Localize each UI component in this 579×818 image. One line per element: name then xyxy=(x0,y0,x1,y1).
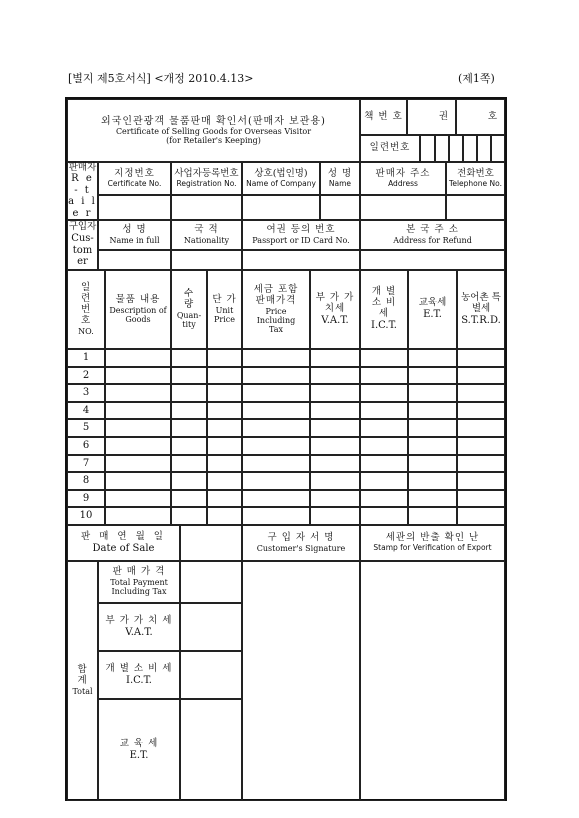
item-price-cell[interactable] xyxy=(242,419,310,437)
item-price-cell[interactable] xyxy=(242,349,310,367)
vat-header xyxy=(310,270,360,349)
item-et-cell[interactable] xyxy=(408,384,457,402)
item-qty-cell[interactable] xyxy=(171,419,207,437)
strd-en: S.T.R.D. xyxy=(461,314,501,326)
item-vat-cell[interactable] xyxy=(310,507,360,525)
item-et-cell[interactable] xyxy=(408,437,457,455)
item-unit-cell[interactable] xyxy=(207,472,242,490)
unit-price-en: Unit Price xyxy=(214,305,235,324)
row-number: 5 xyxy=(67,419,105,437)
item-unit-cell[interactable] xyxy=(207,384,242,402)
total-en: Total xyxy=(72,687,93,697)
serial-box-1[interactable] xyxy=(420,135,435,162)
item-unit-cell[interactable] xyxy=(207,437,242,455)
telephone-en: Telephone No. xyxy=(449,178,502,188)
certificate-no-field[interactable] xyxy=(98,195,171,220)
retailer-address-header xyxy=(360,162,446,195)
retailer-name-en: Name xyxy=(328,178,352,188)
item-ict-cell[interactable] xyxy=(360,349,408,367)
item-unit-cell[interactable] xyxy=(207,367,242,385)
passport-en: Passport or ID Card No. xyxy=(252,235,350,245)
strd-ko: 농어촌 특별세 xyxy=(461,291,501,314)
item-vat-cell[interactable] xyxy=(310,349,360,367)
item-price-cell[interactable] xyxy=(242,490,310,508)
date-of-sale-en: Date of Sale xyxy=(92,542,155,554)
item-vat-cell[interactable] xyxy=(310,490,360,508)
company-name-en: Name of Company xyxy=(246,178,316,188)
total-payment-field[interactable] xyxy=(180,561,242,603)
retailer-address-ko: 판매자 주소 xyxy=(375,167,431,179)
registration-no-field[interactable] xyxy=(171,195,242,220)
item-et-cell[interactable] xyxy=(408,367,457,385)
strd-header xyxy=(457,270,505,349)
item-vat-cell[interactable] xyxy=(310,437,360,455)
export-stamp-area[interactable] xyxy=(360,561,505,801)
item-price-cell[interactable] xyxy=(242,472,310,490)
item-qty-cell[interactable] xyxy=(171,472,207,490)
item-ict-cell[interactable] xyxy=(360,402,408,420)
total-et-field[interactable] xyxy=(180,699,242,801)
page-reference: (제1쪽) xyxy=(458,72,495,85)
price-including-tax-header xyxy=(242,270,310,349)
ict-header xyxy=(360,270,408,349)
telephone-ko: 전화번호 xyxy=(457,167,494,179)
retailer-address-en: Address xyxy=(388,178,418,188)
item-vat-cell[interactable] xyxy=(310,402,360,420)
item-ict-cell[interactable] xyxy=(360,455,408,473)
export-stamp-en: Stamp for Verification of Export xyxy=(373,543,492,553)
serial-box-5[interactable] xyxy=(477,135,491,162)
row-number: 6 xyxy=(67,437,105,455)
item-strd-cell[interactable] xyxy=(457,490,505,508)
customer-signature-en: Customer's Signature xyxy=(256,543,346,553)
item-desc-cell[interactable] xyxy=(105,384,171,402)
item-unit-cell[interactable] xyxy=(207,419,242,437)
passport-header xyxy=(242,220,360,250)
item-et-cell[interactable] xyxy=(408,402,457,420)
item-desc-cell[interactable] xyxy=(105,490,171,508)
volume-label: 권 xyxy=(438,110,449,122)
row-number: 8 xyxy=(67,472,105,490)
certificate-no-header xyxy=(98,162,171,195)
total-payment-label xyxy=(98,561,180,603)
vat-en: V.A.T. xyxy=(321,314,349,326)
item-et-cell[interactable] xyxy=(408,419,457,437)
serial-no-header xyxy=(67,270,105,349)
serial-box-2[interactable] xyxy=(435,135,449,162)
ict-en: I.C.T. xyxy=(371,320,397,332)
item-price-cell[interactable] xyxy=(242,437,310,455)
row-number: 10 xyxy=(67,507,105,525)
item-unit-cell[interactable] xyxy=(207,402,242,420)
certificate-form xyxy=(65,97,507,801)
item-vat-cell[interactable] xyxy=(310,472,360,490)
item-vat-cell[interactable] xyxy=(310,455,360,473)
item-strd-cell[interactable] xyxy=(457,367,505,385)
row-number: 2 xyxy=(67,367,105,385)
item-et-cell[interactable] xyxy=(408,349,457,367)
unit-price-header xyxy=(207,270,242,349)
item-ict-cell[interactable] xyxy=(360,507,408,525)
item-price-cell[interactable] xyxy=(242,402,310,420)
serial-no-en: NO. xyxy=(78,326,94,336)
customer-label-en: Cus- tomer xyxy=(71,233,94,268)
company-name-ko: 상호(법인명) xyxy=(254,167,308,179)
item-ict-cell[interactable] xyxy=(360,419,408,437)
registration-no-en: Registration No. xyxy=(176,178,237,188)
registration-no-header xyxy=(171,162,242,195)
row-number: 7 xyxy=(67,455,105,473)
item-qty-cell[interactable] xyxy=(171,367,207,385)
customer-label: 구입자 xyxy=(68,221,97,233)
item-strd-cell[interactable] xyxy=(457,419,505,437)
passport-field[interactable] xyxy=(242,250,360,270)
volume-cell[interactable] xyxy=(407,99,456,135)
nationality-field[interactable] xyxy=(171,250,242,270)
vat-ko: 부 가 가치세 xyxy=(315,291,355,314)
item-et-cell[interactable] xyxy=(408,472,457,490)
serial-box-3[interactable] xyxy=(449,135,463,162)
number-cell[interactable] xyxy=(456,99,505,135)
item-desc-cell[interactable] xyxy=(105,367,171,385)
passport-ko: 여권 등의 번호 xyxy=(266,223,336,235)
item-desc-cell[interactable] xyxy=(105,437,171,455)
company-name-field[interactable] xyxy=(242,195,320,220)
item-desc-cell[interactable] xyxy=(105,349,171,367)
total-et-ko: 교 육 세 xyxy=(119,737,159,749)
refund-address-field[interactable] xyxy=(360,250,505,270)
form-reference: [별지 제5호서식] <개정 2010.4.13> xyxy=(68,72,254,85)
item-desc-cell[interactable] xyxy=(105,472,171,490)
item-et-cell[interactable] xyxy=(408,490,457,508)
item-qty-cell[interactable] xyxy=(171,349,207,367)
row-number: 9 xyxy=(67,490,105,508)
book-number-label: 책 번 호 xyxy=(360,99,407,135)
item-ict-cell[interactable] xyxy=(360,384,408,402)
item-strd-cell[interactable] xyxy=(457,507,505,525)
total-payment-ko: 판 매 가 격 xyxy=(112,566,166,578)
nationality-header xyxy=(171,220,242,250)
item-unit-cell[interactable] xyxy=(207,349,242,367)
total-vat-field[interactable] xyxy=(180,603,242,651)
total-ict-en: I.C.T. xyxy=(126,674,152,686)
total-payment-en: Total Payment Including Tax xyxy=(110,578,168,597)
item-strd-cell[interactable] xyxy=(457,472,505,490)
title-cell xyxy=(67,99,360,162)
quantity-header xyxy=(171,270,207,349)
total-ict-label xyxy=(98,651,180,699)
item-qty-cell[interactable] xyxy=(171,437,207,455)
total-vat-label xyxy=(98,603,180,651)
total-et-label xyxy=(98,699,180,801)
title-ko: 외국인관광객 물품판매 확인서(판매자 보관용) xyxy=(101,115,326,127)
retailer-name-field[interactable] xyxy=(320,195,360,220)
item-desc-cell[interactable] xyxy=(105,419,171,437)
nationality-ko: 국 적 xyxy=(194,223,219,235)
quantity-en: Quan- tity xyxy=(176,311,202,330)
row-number: 4 xyxy=(67,402,105,420)
retailer-label: 판매자 xyxy=(68,161,97,173)
customer-signature-ko: 구 입 자 서 명 xyxy=(267,531,335,543)
retailer-name-ko: 성 명 xyxy=(327,167,353,179)
company-name-header xyxy=(242,162,320,195)
title-en-1: Certificate of Selling Goods for Overseas Visitor xyxy=(115,127,312,137)
refund-address-en: Address for Refund xyxy=(393,235,472,245)
registration-no-ko: 사업자등록번호 xyxy=(174,167,239,179)
item-price-cell[interactable] xyxy=(242,455,310,473)
item-price-cell[interactable] xyxy=(242,384,310,402)
date-of-sale-ko: 판 매 연 월 일 xyxy=(81,530,166,542)
item-vat-cell[interactable] xyxy=(310,384,360,402)
item-strd-cell[interactable] xyxy=(457,455,505,473)
price-including-tax-en: Price Including Tax xyxy=(256,306,296,335)
serial-number-label: 일련번호 xyxy=(360,135,420,162)
description-header xyxy=(105,270,171,349)
row-number: 3 xyxy=(67,384,105,402)
customer-label-cell xyxy=(67,220,98,270)
retailer-label-cell xyxy=(67,162,98,220)
item-strd-cell[interactable] xyxy=(457,349,505,367)
description-ko: 물품 내용 xyxy=(115,293,161,305)
customer-name-en: Name in full xyxy=(109,235,160,245)
serial-box-6[interactable] xyxy=(491,135,505,162)
item-ict-cell[interactable] xyxy=(360,367,408,385)
retailer-address-field[interactable] xyxy=(360,195,446,220)
export-stamp-ko: 세관의 반출 확인 난 xyxy=(385,532,480,544)
item-qty-cell[interactable] xyxy=(171,455,207,473)
item-unit-cell[interactable] xyxy=(207,455,242,473)
telephone-field[interactable] xyxy=(446,195,505,220)
refund-address-header xyxy=(360,220,505,250)
customer-signature-label xyxy=(242,525,360,561)
certificate-no-en: Certificate No. xyxy=(107,178,162,188)
total-ict-field[interactable] xyxy=(180,651,242,699)
item-strd-cell[interactable] xyxy=(457,384,505,402)
unit-price-ko: 단 가 xyxy=(212,293,237,305)
item-ict-cell[interactable] xyxy=(360,437,408,455)
total-vat-en: V.A.T. xyxy=(125,626,153,638)
item-vat-cell[interactable] xyxy=(310,419,360,437)
date-of-sale-field[interactable] xyxy=(180,525,242,561)
serial-box-4[interactable] xyxy=(463,135,477,162)
item-qty-cell[interactable] xyxy=(171,384,207,402)
total-ict-ko: 개 별 소 비 세 xyxy=(105,662,173,674)
customer-name-header xyxy=(98,220,171,250)
nationality-en: Nationality xyxy=(183,235,230,245)
customer-name-field[interactable] xyxy=(98,250,171,270)
total-et-en: E.T. xyxy=(129,749,149,761)
item-unit-cell[interactable] xyxy=(207,490,242,508)
item-qty-cell[interactable] xyxy=(171,507,207,525)
total-label-cell xyxy=(67,561,98,801)
item-et-cell[interactable] xyxy=(408,455,457,473)
certificate-no-ko: 지정번호 xyxy=(114,167,155,179)
item-qty-cell[interactable] xyxy=(171,402,207,420)
item-price-cell[interactable] xyxy=(242,507,310,525)
item-ict-cell[interactable] xyxy=(360,472,408,490)
et-en: E.T. xyxy=(423,309,442,321)
title-en-2: (for Retailer's Keeping) xyxy=(166,136,261,146)
retailer-name-header xyxy=(320,162,360,195)
et-ko: 교육세 xyxy=(418,297,447,309)
item-strd-cell[interactable] xyxy=(457,437,505,455)
quantity-ko: 수 량 xyxy=(184,288,195,311)
date-of-sale-label xyxy=(67,525,180,561)
ict-ko: 개 별 소 비 세 xyxy=(371,286,397,320)
item-desc-cell[interactable] xyxy=(105,455,171,473)
customer-name-ko: 성 명 xyxy=(122,223,147,235)
number-label: 호 xyxy=(487,110,498,122)
refund-address-ko: 본 국 주 소 xyxy=(406,223,459,235)
telephone-header xyxy=(446,162,505,195)
item-vat-cell[interactable] xyxy=(310,367,360,385)
et-header xyxy=(408,270,457,349)
item-ict-cell[interactable] xyxy=(360,490,408,508)
customer-signature-area[interactable] xyxy=(242,561,360,801)
item-et-cell[interactable] xyxy=(408,507,457,525)
item-unit-cell[interactable] xyxy=(207,507,242,525)
item-desc-cell[interactable] xyxy=(105,507,171,525)
row-number: 1 xyxy=(67,349,105,367)
description-en: Description of Goods xyxy=(109,305,167,324)
retailer-label-en: R e - t a i l e r xyxy=(68,173,97,219)
item-price-cell[interactable] xyxy=(242,367,310,385)
total-vat-ko: 부 가 가 치 세 xyxy=(105,614,173,626)
total-ko: 합 계 xyxy=(77,664,88,687)
price-including-tax-ko: 세금 포함 판매가격 xyxy=(253,283,299,306)
item-strd-cell[interactable] xyxy=(457,402,505,420)
export-stamp-label xyxy=(360,525,505,561)
serial-no-ko: 일 련 번 호 xyxy=(81,282,92,326)
item-desc-cell[interactable] xyxy=(105,402,171,420)
item-qty-cell[interactable] xyxy=(171,490,207,508)
